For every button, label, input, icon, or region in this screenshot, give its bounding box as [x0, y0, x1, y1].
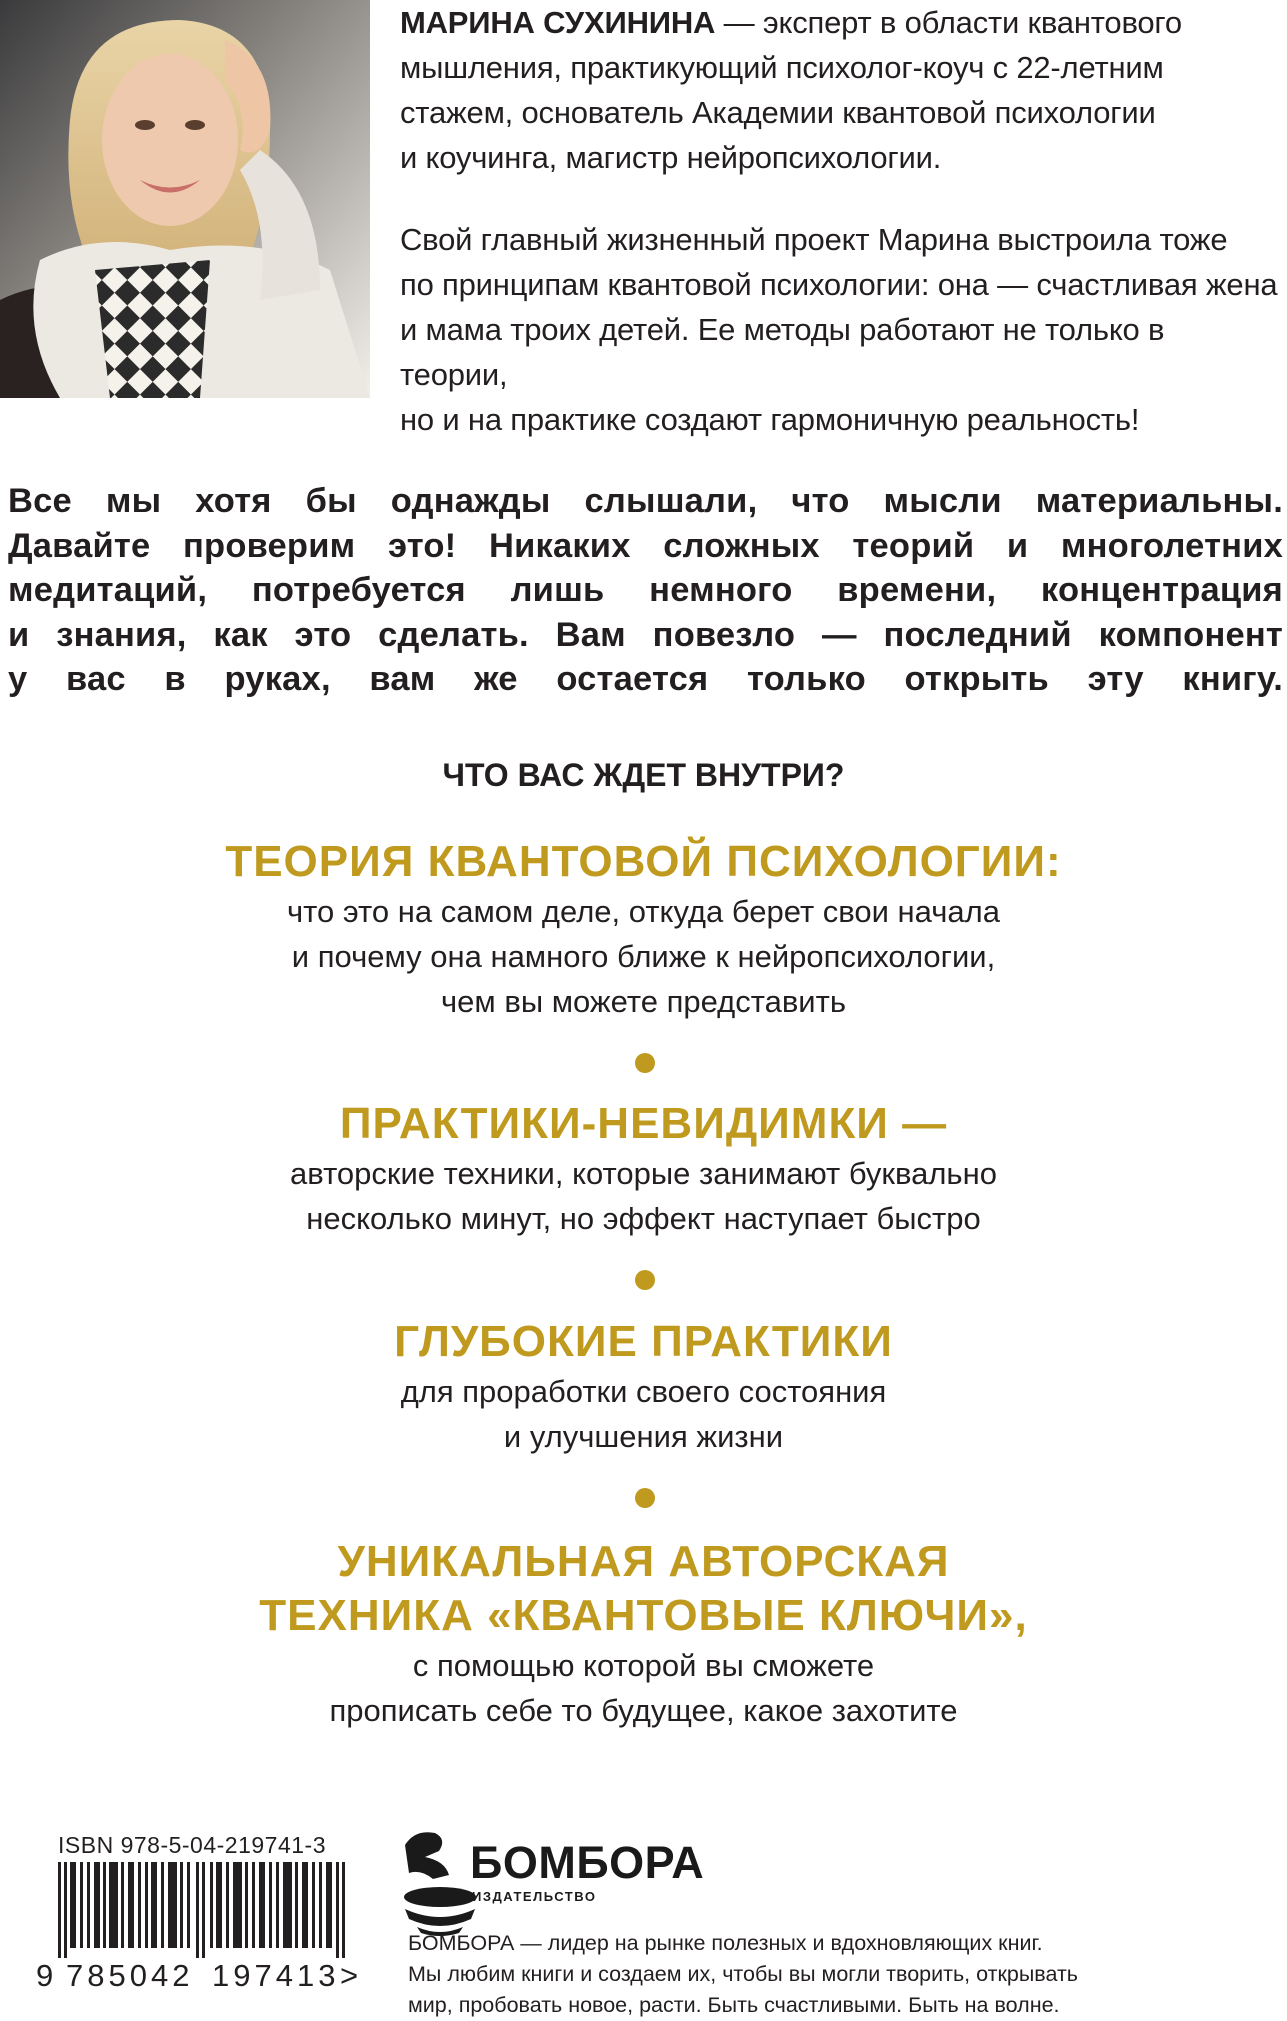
feature-heading: УНИКАЛЬНАЯ АВТОРСКАЯ: [337, 1537, 950, 1586]
section-title: ЧТО ВАС ЖДЕТ ВНУТРИ?: [442, 757, 845, 793]
feature-heading: ГЛУБОКИЕ ПРАКТИКИ: [394, 1317, 893, 1366]
intro-line: медитаций, потребуется лишь немного времени, концентрация: [8, 571, 1283, 609]
feature-quantum-keys: [0, 1535, 1287, 1733]
publisher-tagline: [408, 1928, 1287, 2021]
bio-line: но и на практике создают гармоничную реальность!: [400, 402, 1140, 437]
tagline-line: Мы любим книги и создаем их, чтобы вы могли творить, открывать: [408, 1962, 1078, 1986]
bio-line: по принципам квантовой психологии: она — счастливая жена: [400, 267, 1278, 302]
bio-line: стажем, основатель Академии квантовой психологии: [400, 95, 1156, 130]
feature-description: [0, 1369, 1287, 1459]
feature-description: [0, 889, 1287, 1024]
feature-desc-line: авторские техники, которые занимают буквально: [290, 1156, 997, 1191]
feature-desc-line: несколько минут, но эффект наступает быстро: [306, 1201, 981, 1236]
feature-description: [0, 1151, 1287, 1241]
bullet-dot-icon: [635, 1488, 655, 1508]
feature-theory: [0, 835, 1287, 1024]
feature-desc-line: для проработки своего состояния: [400, 1374, 887, 1409]
feature-desc-line: прописать себе то будущее, какое захотите: [329, 1693, 958, 1728]
barcode: [50, 1862, 365, 1958]
publisher-logo-wordmark: БОМБОРА: [470, 1837, 705, 1888]
feature-desc-line: с помощью которой вы сможете: [412, 1648, 875, 1683]
feature-heading: ТЕОРИЯ КВАНТОВОЙ ПСИХОЛОГИИ:: [225, 837, 1062, 886]
bio-line: и коучинга, магистр нейропсихологии.: [400, 140, 942, 175]
isbn-label: ISBN 978-5-04-219741-3: [58, 1832, 326, 1858]
feature-invisible-practices: [0, 1097, 1287, 1241]
author-bio: [400, 0, 1280, 442]
barcode-left-digits: 785042: [66, 1958, 194, 1993]
feature-desc-line: чем вы можете представить: [441, 984, 846, 1019]
bio-line: и мама троих детей. Ее методы работают не только в теории,: [400, 312, 1165, 392]
feature-description: [0, 1643, 1287, 1733]
intro-line: и знания, как это сделать. Вам повезло — последний компонент: [8, 615, 1283, 654]
bio-line: мышления, практикующий психолог-коуч с 22-летним: [400, 50, 1164, 85]
feature-desc-line: и почему она намного ближе к нейропсихологии,: [291, 939, 996, 974]
publisher-logo-subtitle: ИЗДАТЕЛЬСТВО: [472, 1889, 597, 1904]
bio-line: — эксперт в области квантового: [715, 5, 1182, 40]
intro-line: Все мы хотя бы однажды слышали, что мысли материальны.: [8, 482, 1283, 520]
author-name: МАРИНА СУХИНИНА: [400, 5, 716, 40]
feature-deep-practices: [0, 1315, 1287, 1459]
tagline-line: мир, пробовать новое, расти. Быть счастливыми. Быть на волне.: [408, 1993, 1060, 2017]
bullet-dot-icon: [635, 1270, 655, 1290]
intro-paragraph: [8, 479, 1283, 702]
feature-heading: ТЕХНИКА «КВАНТОВЫЕ КЛЮЧИ»,: [259, 1591, 1028, 1640]
tagline-line: БОМБОРА — лидер на рынке полезных и вдохновляющих книг.: [408, 1931, 1043, 1955]
bullet-dot-icon: [635, 1053, 655, 1073]
intro-line: у вас в руках, вам же остается только открыть эту книгу.: [8, 660, 1283, 698]
author-photo: [0, 0, 370, 398]
intro-line: Давайте проверим это! Никаких сложных теорий и многолетних: [8, 526, 1283, 565]
feature-desc-line: и улучшения жизни: [503, 1419, 784, 1454]
barcode-right-digits: 197413: [212, 1958, 340, 1993]
feature-desc-line: что это на самом деле, откуда берет свои начала: [287, 894, 1000, 929]
barcode-first-digit: 9: [36, 1958, 58, 1993]
feature-heading: ПРАКТИКИ-НЕВИДИМКИ —: [339, 1099, 948, 1148]
bio-line: Свой главный жизненный проект Марина выстроила тоже: [400, 222, 1228, 257]
barcode-marker: >: [340, 1958, 363, 1993]
